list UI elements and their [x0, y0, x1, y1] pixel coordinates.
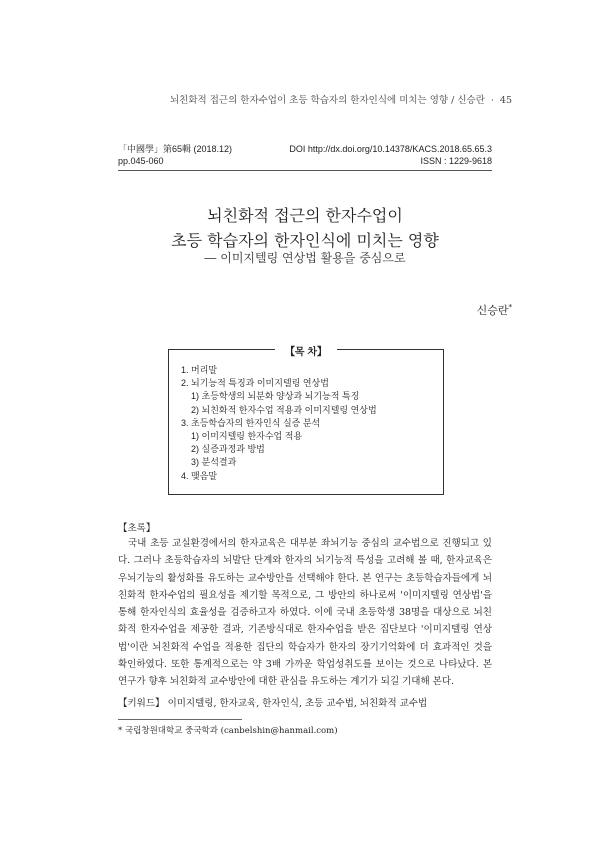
doi: DOI http://dx.doi.org/10.14378/KACS.2018.65.65.3: [289, 144, 492, 154]
running-head: [170, 92, 512, 106]
author-name: 신승란: [476, 304, 509, 317]
toc-item: 4. 맺음말: [181, 470, 218, 481]
citation-block: [118, 143, 492, 171]
footnote-divider: [118, 719, 242, 720]
keywords-label: 【키워드】: [118, 698, 165, 709]
abstract-label: 【초록】: [118, 523, 156, 534]
issn: ISSN : 1229-9618: [420, 156, 492, 166]
running-head-bullet: ·: [490, 95, 494, 106]
toc-item: 2) 뇌친화적 한자수업 적용과 이미지텔링 연상법: [191, 404, 377, 415]
toc-item: 3) 분석결과: [191, 457, 237, 468]
footnote-mark: *: [118, 726, 123, 736]
title-line-1: 뇌친화적 접근의 한자수업이: [207, 206, 403, 225]
author-footnote-mark: *: [508, 303, 512, 312]
table-of-contents: [168, 349, 444, 495]
toc-item: 2) 실증과정과 방법: [191, 444, 265, 455]
toc-list: [169, 350, 443, 483]
keywords-text: 이미지텔링, 한자교육, 한자인식, 초등 교수법, 뇌친화적 교수법: [167, 698, 428, 709]
journal-info: 「中國學」第65輯 (2018.12): [118, 144, 233, 154]
toc-item: 1) 초등학생의 뇌분화 양상과 뇌기능적 특징: [191, 391, 360, 402]
toc-item: 2. 뇌기능적 특징과 이미지텔링 연상법: [181, 378, 329, 389]
page-number: 45: [499, 95, 512, 106]
footnote-text: 국립창원대학교 중국학과 (canbelshin@hanmail.com): [124, 726, 338, 736]
subtitle: ― 이미지텔링 연상법 활용을 중심으로: [204, 251, 406, 265]
title-line-2: 초등 학습자의 한자인식에 미치는 영향: [171, 231, 439, 250]
footnote: [118, 724, 338, 736]
keywords: [118, 695, 427, 709]
author: [477, 302, 512, 318]
abstract-text: 국내 초등 교실환경에서의 한자교육은 대부분 좌뇌기능 중심의 교수법으로 진행되고 있다. 그러나 초등학습자의 뇌발단 단계와 한자의 뇌기능적 특성을 고려해 볼 때, 한자교육은 우뇌기능의 활성화를 유도하는 교수방안을 선택해야 한다. 본 연구는 초등학습자들에게 뇌친화적 한자수업의 필요성을 제기할 목적으로, 그 방안의 하나로써 '이미지텔링 연상법'을 통해 한자인식의 효율성을 검증하고자 하였다. 이에 국내 초등학생 38명을 대상으로 뇌친화적 한자수업을 제공한 결과, 기존방식대로 한자수업을 받은 집단보다 '이미지텔링 연상법'이란 뇌친화적 수업을 적용한 집단의 학습자가 한자의 장기기억화에 더 효과적인 것을 확인하였다. 또한 통계적으로는 약 3배 가까운 학업성취도를 보이는 것으로 나타났다. 본 연구가 향후 뇌친화적 교수방안에 대한 관심을 유도하는 계기가 되길 기대해 본다.: [118, 538, 492, 688]
toc-item: 1. 머리말: [181, 365, 218, 375]
page-range: pp.045-060: [118, 156, 164, 166]
toc-heading: 【목 차】: [275, 347, 337, 358]
toc-item: 1) 이미지텔링 한자수업 적용: [191, 431, 303, 442]
toc-item: 3. 초등학습자의 한자인식 실증 분석: [181, 417, 321, 428]
running-head-title: 뇌친화적 접근의 한자수업이 초등 학습자의 한자인식에 미치는 영향 / 신승란: [170, 95, 485, 106]
